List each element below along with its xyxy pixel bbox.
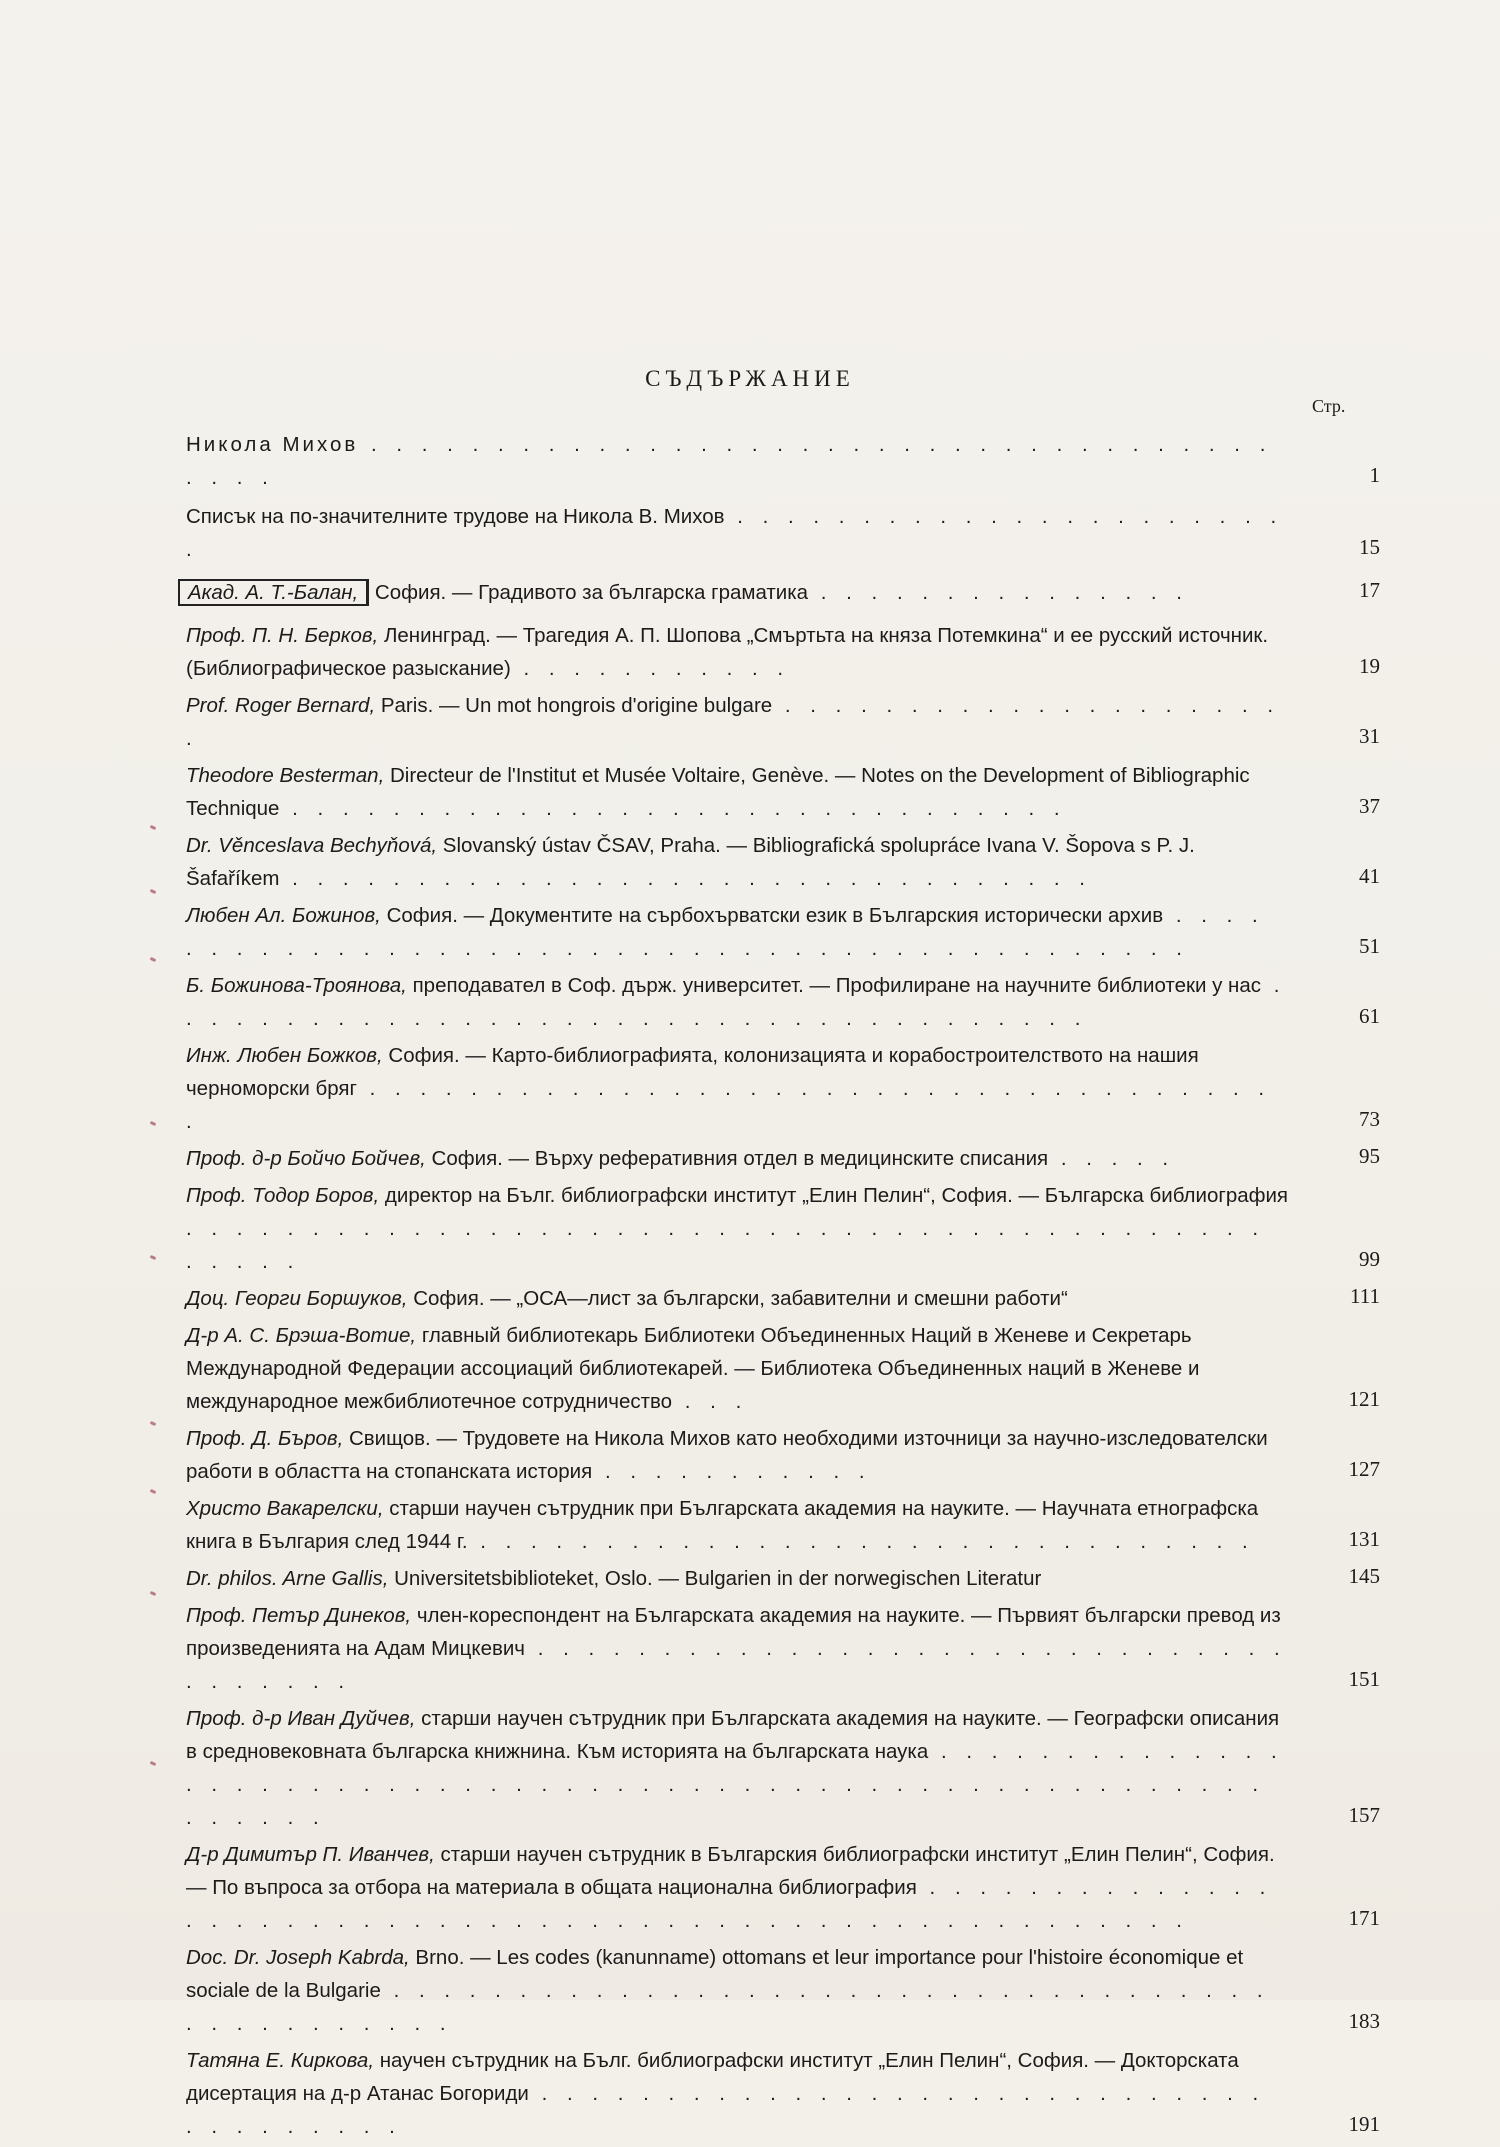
toc-entry-author: Theodore Besterman, <box>186 764 385 787</box>
toc-entry-title: Universitetsbiblioteket, Oslo. — Bulgarien in der norwegischen Literatur <box>394 1567 1042 1590</box>
toc-entry-author: Prof. Roger Bernard, <box>186 694 376 717</box>
toc-entry: Doc. Dr. Joseph Kabrda, Brno. — Les codes (kanunname) ottomans et leur importance pour l'histoire économique et sociale de la Bulgarie . . . . . . . . . . . . . . . . . . . . . . . . . . . . . . . . . . . . . . . . . . . . . . 183 <box>186 1941 1380 2040</box>
toc-entry-title: София. — Върху реферативния отдел в медицинските списания <box>431 1147 1049 1170</box>
toc-entry: Dr. Věnceslava Bechyňová, Slovanský ústav ČSAV, Praha. — Bibliografická spolupráce Ivana V. Šopova s P. J. Šafaříkem . . . . . . . . . . . . . . . . . . . . . . . . . . . . . . . . 41 <box>186 829 1380 895</box>
toc-entry: Проф. Тодор Боров, директор на Бълг. библиографски институт „Елин Пелин“, София. — Българска библиография . . . . . . . . . . . . . . . . . . . . . . . . . . . . . . . . . . . . . . . . . . . . . . . . 99 <box>186 1179 1380 1278</box>
toc-entry-title: София. — Градивото за българска граматика <box>374 581 809 604</box>
toc-entry-title: София. — Документите на сърбохърватски език в Българския исторически архив <box>386 904 1164 927</box>
toc-entry: Акад. А. Т.-Балан, София. — Градивото за българска граматика . . . . . . . . . . . . . . . 17 <box>186 576 1380 609</box>
margin-mark <box>150 957 157 962</box>
toc-entry-title: Paris. — Un mot hongrois d'origine bulgare <box>380 694 773 717</box>
toc-entry-author: Dr. philos. Arne Gallis, <box>186 1567 389 1590</box>
toc-entry-author: Dr. Věnceslava Bechyňová, <box>186 834 438 857</box>
margin-mark <box>150 1761 157 1766</box>
toc-entry: Проф. д-р Иван Дуйчев, старши научен сътрудник при Българската академия на науките. — Географски описания в средновековната българска книжнина. Към историята на българската наука . . . . . . . . . . . . . . . . . . . . . . . . . . . . . . . . . . . . . . . . . . . . . . . . . . . . . . . . . . . . . . . 157 <box>186 1702 1380 1834</box>
margin-mark <box>150 1421 157 1426</box>
toc-entry-author: Проф. Петър Динеков, <box>186 1604 412 1627</box>
toc-entry-page: 37 <box>1359 794 1380 818</box>
toc-entry: Проф. Д. Бъров, Свищов. — Трудовете на Никола Михов като необходими източници за научно-изследователски работи в областта на стопанската история . . . . . . . . . . . 127 <box>186 1422 1380 1488</box>
toc-entry-author: Никола Михов <box>186 433 359 456</box>
margin-mark <box>150 825 157 830</box>
toc-entry-author: Doc. Dr. Joseph Kabrda, <box>186 1946 410 1969</box>
toc-entry-page: 73 <box>1359 1107 1380 1131</box>
margin-mark <box>150 1255 157 1260</box>
toc-entry: Проф. П. Н. Берков, Ленинград. — Трагедия А. П. Шопова „Смъртьта на княза Потемкина“ и ее русский источник. (Библиографическое разыскание) . . . . . . . . . . . 19 <box>186 619 1380 685</box>
toc-entry-title: Slovanský ústav ČSAV, Praha. — Bibliografická spolupráce Ivana V. Šopova s P. J. Šafaříkem <box>186 834 1195 890</box>
margin-mark <box>150 1489 157 1494</box>
toc-entry: Д-р Димитър П. Иванчев, старши научен сътрудник в Българския библиографски институт „Елин Пелин“, София. — По въпроса за отбора на материала в общата национална библиография . . . . . . . . . . . . . . . . . . . . . . . . . . . . . . . . . . . . . . . . . . . . . . . . . . . . . . 171 <box>186 1838 1380 1937</box>
toc-entry-author: Д-р Димитър П. Иванчев, <box>186 1843 435 1866</box>
toc-entry-page: 145 <box>1348 1564 1380 1588</box>
toc-entry-page: 1 <box>1369 463 1380 487</box>
toc-entry-author: Доц. Георги Боршуков, <box>186 1287 408 1310</box>
toc-entry-author: Проф. д-р Бойчо Бойчев, <box>186 1147 426 1170</box>
toc-entry-title: София. — „ОСА—лист за български, забавителни и смешни работи“ <box>413 1287 1068 1310</box>
toc-entry-author: Татяна Е. Киркова, <box>186 2049 375 2072</box>
toc-entry-page: 191 <box>1348 2112 1380 2136</box>
toc-entry-title: старши научен сътрудник при Българската академия на науките. — Географски описания в средновековната българска книжнина. Към историята на българската наука <box>186 1707 1280 1763</box>
toc-entry-page: 111 <box>1350 1284 1380 1308</box>
toc-entry-page: 95 <box>1359 1144 1380 1168</box>
toc-entry-page: 61 <box>1359 1004 1380 1028</box>
toc-entry-page: 131 <box>1348 1527 1380 1551</box>
toc-entry-title: София. — Карто-библиографията, колонизацията и корабостроителството на нашия черноморски бряг <box>186 1044 1199 1100</box>
toc-entry-page: 99 <box>1359 1247 1380 1271</box>
toc-entry-page: 19 <box>1359 654 1380 678</box>
toc-entry-page: 31 <box>1359 724 1380 748</box>
toc-entry: Проф. д-р Бойчо Бойчев, София. — Върху реферативния отдел в медицинските списания . . . . . 95 <box>186 1142 1380 1175</box>
toc-entry: Б. Божинова-Троянова, преподавател в Соф. държ. университет. — Профилиране на научните библиотеки у нас . . . . . . . . . . . . . . . . . . . . . . . . . . . . . . . . . . . . . 61 <box>186 969 1380 1035</box>
toc-entry-author: Проф. Тодор Боров, <box>186 1184 380 1207</box>
toc-entry-title: Свищов. — Трудовете на Никола Михов като необходими източници за научно-изследователски работи в областта на стопанската история <box>186 1427 1268 1483</box>
toc-entry <box>186 1282 1380 1315</box>
toc-entry-page: 127 <box>1348 1457 1380 1481</box>
toc-entry-author: Христо Вакарелски, <box>186 1497 384 1520</box>
toc-entry: Татяна Е. Киркова, научен сътрудник на Бълг. библиографски институт „Елин Пелин“, София. — Докторската дисертация на д-р Атанас Богориди . . . . . . . . . . . . . . . . . . . . . . . . . . . . . . . . . . . . . . 191 <box>186 2044 1380 2143</box>
toc-entry-author: Любен Ал. Божинов, <box>186 904 381 927</box>
toc-entry-page: 157 <box>1348 1803 1380 1827</box>
toc-entry: Инж. Любен Божков, София. — Карто-библиографията, колонизацията и корабостроителството на нашия черноморски бряг . . . . . . . . . . . . . . . . . . . . . . . . . . . . . . . . . . . . . 73 <box>186 1039 1380 1138</box>
toc-entry-page: 17 <box>1359 578 1380 602</box>
toc-entry: Prof. Roger Bernard, Paris. — Un mot hongrois d'origine bulgare . . . . . . . . . . . . . . . . . . . . . 31 <box>186 689 1380 755</box>
toc-entry-page: 41 <box>1359 864 1380 888</box>
toc-entry-author: Б. Божинова-Троянова, <box>186 974 407 997</box>
toc-entry: Христо Вакарелски, старши научен сътрудник при Българската академия на науките. — Научната етнографска книга в България след 1944 г. . . . . . . . . . . . . . . . . . . . . . . . . . . . . . . . 131 <box>186 1492 1380 1558</box>
toc-entry-title: главный библиотекарь Библиотеки Объединенных Наций в Женеве и Секретарь Международной Федерации ассоциаций библиотекарей. — Библиотека Объединенных наций в Женеве и международное межбиблиотечное сотрудничество <box>186 1324 1200 1413</box>
toc-entry-title: член-кореспондент на Българската академия на науките. — Първият български превод из произведенията на Адам Мицкевич <box>186 1604 1281 1660</box>
toc-entry-page: 51 <box>1359 934 1380 958</box>
toc-entry-author: Инж. Любен Божков, <box>186 1044 383 1067</box>
toc-entry-author: Д-р А. С. Брэша-Вотие, <box>186 1324 417 1347</box>
toc-entry-title: научен сътрудник на Бълг. библиографски институт „Елин Пелин“, София. — Докторската дисертация на д-р Атанас Богориди <box>186 2049 1239 2105</box>
toc-entry-page: 183 <box>1348 2009 1380 2033</box>
toc-entry-title: преподавател в Соф. държ. университет. — Профилиране на научните библиотеки у нас <box>412 974 1262 997</box>
toc-entry-title: старши научен сътрудник при Българската академия на науките. — Научната етнографска книга в България след 1944 г. <box>186 1497 1259 1553</box>
toc-entry <box>186 1562 1380 1595</box>
toc-entry-title: Brno. — Les codes (kanunname) ottomans et leur importance pour l'histoire économique et sociale de la Bulgarie <box>186 1946 1244 2002</box>
toc-entry-title: Directeur de l'Institut et Musée Voltaire, Genève. — Notes on the Development of Bibliographic Technique <box>186 764 1250 820</box>
toc-entry-author: Акад. А. Т.-Балан, <box>178 579 369 606</box>
toc-entry-page: 171 <box>1348 1906 1380 1930</box>
page-title: СЪДЪРЖАНИЕ <box>645 366 855 391</box>
margin-mark <box>150 1591 157 1596</box>
toc-entry-page: 151 <box>1348 1667 1380 1691</box>
toc-entry: Проф. Петър Динеков, член-кореспондент на Българската академия на науките. — Първият български превод из произведенията на Адам Мицкевич . . . . . . . . . . . . . . . . . . . . . . . . . . . . . . . . . . . . . 151 <box>186 1599 1380 1698</box>
toc-entry-title: старши научен сътрудник в Българския библиографски институт „Елин Пелин“, София. — По въпроса за отбора на материала в общата национална библиография <box>186 1843 1275 1899</box>
margin-mark <box>150 889 157 894</box>
margin-mark <box>150 1121 157 1126</box>
toc-entry-page: 15 <box>1359 535 1380 559</box>
toc-entry-author: Проф. П. Н. Берков, <box>186 624 379 647</box>
table-of-contents <box>186 428 1380 2147</box>
toc-entry-title: Ленинград. — Трагедия А. П. Шопова „Смъртьта на княза Потемкина“ и ее русский источник. (Библиографическое разыскание) <box>186 624 1269 680</box>
toc-entry: Никола Михов . . . . . . . . . . . . . . . . . . . . . . . . . . . . . . . . . . . . . . . . 1 <box>186 428 1380 494</box>
toc-entry-page: 121 <box>1348 1387 1380 1411</box>
toc-entry-title: директор на Бълг. библиографски институт „Елин Пелин“, София. — Българска библиография <box>384 1184 1289 1207</box>
toc-entry-author: Проф. д-р Иван Дуйчев, <box>186 1707 416 1730</box>
toc-entry: Любен Ал. Божинов, София. — Документите на сърбохърватски език в Българския исторически архив . . . . . . . . . . . . . . . . . . . . . . . . . . . . . . . . . . . . . . . . . . . . 51 <box>186 899 1380 965</box>
toc-entry: Theodore Besterman, Directeur de l'Institut et Musée Voltaire, Genève. — Notes on the Development of Bibliographic Technique . . . . . . . . . . . . . . . . . . . . . . . . . . . . . . . 37 <box>186 759 1380 825</box>
toc-entry: Списък на по-значителните трудове на Никола В. Михов . . . . . . . . . . . . . . . . . . . . . . . 15 <box>186 500 1380 566</box>
toc-entry-author: Проф. Д. Бъров, <box>186 1427 344 1450</box>
toc-entry-title: Списък на по-значителните трудове на Никола В. Михов <box>186 505 725 528</box>
page-column-label: Стр. <box>1312 396 1346 416</box>
toc-entry: Д-р А. С. Брэша-Вотие, главный библиотекарь Библиотеки Объединенных Наций в Женеве и Секретарь Международной Федерации ассоциаций библиотекарей. — Библиотека Объединенных наций в Женеве и международное межбиблиотечное сотрудничество . . . 121 <box>186 1319 1380 1418</box>
